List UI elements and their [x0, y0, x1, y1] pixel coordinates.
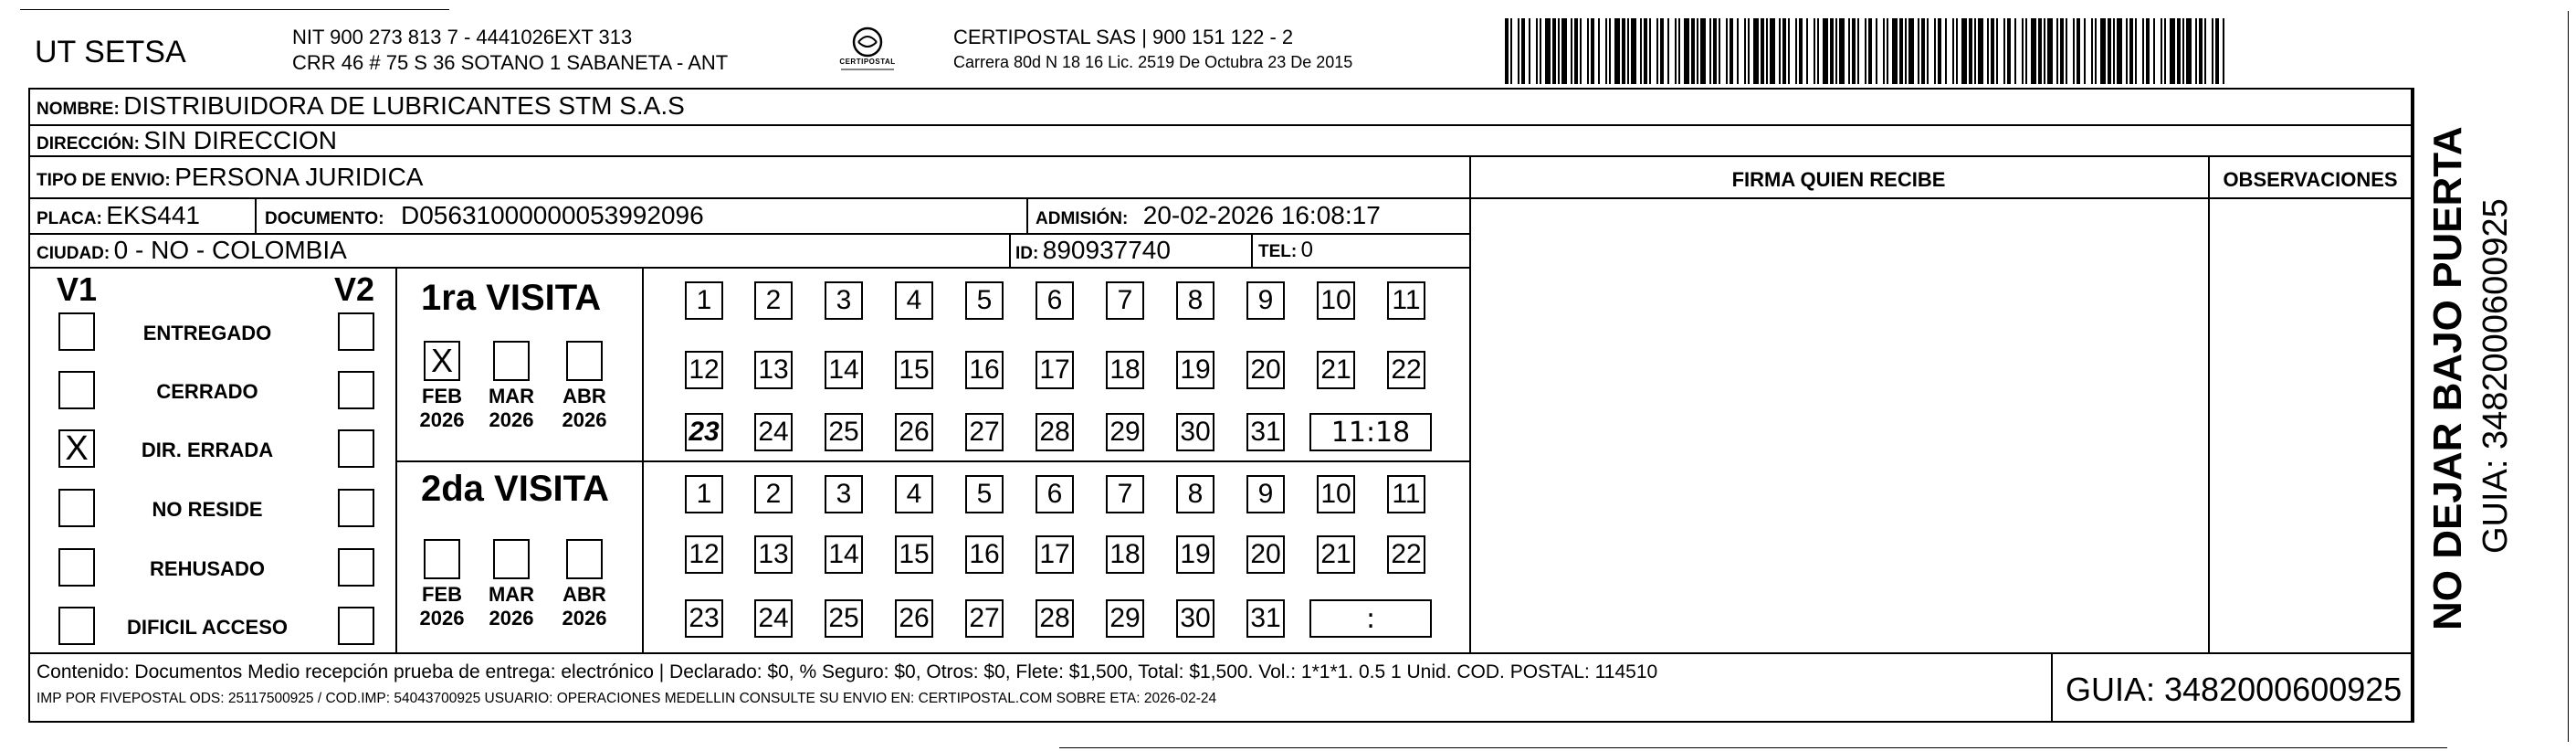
col-line	[1009, 233, 1011, 267]
col-line	[395, 267, 397, 652]
documento-value: D05631000000053992096	[401, 201, 704, 229]
visita1-day-number: 9	[1257, 285, 1274, 315]
row-line	[28, 124, 2413, 126]
visita2-day-number: 5	[976, 479, 993, 509]
admision-value: 20-02-2026 16:08:17	[1142, 201, 1381, 229]
visita1-day-number: 4	[906, 285, 922, 315]
ciudad-field	[37, 236, 347, 265]
v2-label: V2	[334, 270, 375, 308]
visita2-month-label: MAR	[488, 583, 535, 606]
tipo-envio-value: PERSONA JURIDICA	[174, 163, 424, 191]
visita2-day-box[interactable]	[825, 599, 863, 638]
visita2-day-box[interactable]	[1106, 475, 1144, 513]
visita2-day-number: 21	[1320, 539, 1351, 569]
nombre-value: DISTRIBUIDORA DE LUBRICANTES STM S.A.S	[123, 91, 685, 120]
visita1-day-box[interactable]	[1106, 351, 1144, 389]
visita1-day-number: 14	[828, 354, 859, 385]
direccion-field	[37, 126, 337, 155]
visita2-time-box[interactable]	[1309, 599, 1432, 638]
observaciones-label: OBSERVACIONES	[2223, 168, 2398, 191]
tipo-envio-field	[37, 163, 423, 192]
row-line	[28, 155, 2413, 157]
visita1-day-number: 6	[1046, 285, 1063, 315]
visita1-day-box[interactable]	[965, 413, 1004, 451]
visita2-day-box[interactable]	[1317, 535, 1355, 574]
visita2-day-box[interactable]	[895, 475, 933, 513]
visita2-month-checkbox[interactable]	[493, 539, 530, 579]
visita2-day-box[interactable]	[685, 475, 723, 513]
status-label: CERRADO	[156, 380, 258, 403]
documento-label: DOCUMENTO:	[265, 209, 384, 228]
scan-edge-bottom	[1059, 747, 2447, 748]
visita1-day-box[interactable]	[754, 351, 793, 389]
tel-field	[1258, 238, 1313, 263]
visita1-day-number: 30	[1180, 417, 1211, 447]
status-label: REHUSADO	[150, 557, 265, 580]
visita1-day-box[interactable]	[1036, 413, 1074, 451]
visita1-time-value: 11:18	[1330, 416, 1411, 449]
visita1-day-box[interactable]	[895, 281, 933, 320]
visita2-day-number: 14	[828, 539, 859, 569]
status-v2-checkbox[interactable]	[338, 371, 374, 409]
visita1-day-box[interactable]	[895, 413, 933, 451]
status-v2-checkbox[interactable]	[338, 312, 374, 351]
visita2-day-number: 10	[1320, 479, 1351, 509]
visita1-day-box[interactable]	[1176, 281, 1214, 320]
placa-field	[37, 201, 200, 230]
sender-name: UT SETSA	[35, 35, 186, 69]
firma-label: FIRMA QUIEN RECIBE	[1731, 168, 1946, 191]
visita2-day-box[interactable]	[1387, 535, 1425, 574]
visita2-day-number: 13	[758, 539, 789, 569]
visita1-day-number: 10	[1320, 285, 1351, 315]
visita2-day-number: 28	[1039, 603, 1070, 633]
visita1-month-label: FEB	[422, 385, 462, 407]
visita1-day-number: 25	[828, 417, 859, 447]
visita1-day-number: 2	[765, 285, 782, 315]
visita1-day-box[interactable]	[1106, 281, 1144, 320]
visita1-day-number: 22	[1391, 354, 1422, 385]
v1-label: V1	[57, 270, 98, 308]
ciudad-label: CIUDAD:	[37, 244, 110, 263]
visita1-day-number: 16	[969, 354, 1000, 385]
side-title: NO DEJAR BAJO PUERTA	[2425, 126, 2470, 630]
status-v1-checkbox[interactable]	[58, 607, 95, 645]
visita1-day-number: 19	[1180, 354, 1211, 385]
documento-field	[265, 201, 704, 230]
visita2-day-box[interactable]	[825, 475, 863, 513]
tipo-envio-label: TIPO DE ENVIO:	[37, 171, 171, 190]
col-line	[2208, 155, 2210, 652]
visita1-day-number: 28	[1039, 417, 1070, 447]
placa-value: EKS441	[106, 201, 200, 229]
visita2-day-box[interactable]	[965, 535, 1004, 574]
company-line-1: CERTIPOSTAL SAS | 900 151 122 - 2	[953, 26, 1294, 48]
col-line	[255, 197, 257, 233]
visita2-day-box[interactable]	[1176, 599, 1214, 638]
visita2-day-number: 22	[1391, 539, 1422, 569]
visita1-day-box[interactable]	[895, 351, 933, 389]
visita1-day-box[interactable]	[1246, 281, 1285, 320]
visita2-day-number: 15	[899, 539, 930, 569]
status-v2-checkbox[interactable]	[338, 489, 374, 527]
visita1-day-number: 5	[976, 285, 993, 315]
visita2-day-number: 26	[899, 603, 930, 633]
visita2-month-label: ABR	[563, 583, 606, 606]
visita1-day-number: 18	[1109, 354, 1141, 385]
visita2-day-number: 25	[828, 603, 859, 633]
visita1-day-number: 23	[689, 417, 720, 447]
tel-label: TEL:	[1258, 242, 1298, 261]
row-line	[28, 652, 2413, 654]
visita2-day-box[interactable]	[754, 475, 793, 513]
visita1-day-number: 31	[1250, 417, 1281, 447]
visita1-time-box[interactable]	[1309, 413, 1432, 451]
visita1-day-number: 29	[1109, 417, 1141, 447]
visita2-day-number: 29	[1109, 603, 1141, 633]
visita2-day-box[interactable]	[1036, 599, 1074, 638]
visita1-month-checkbox[interactable]	[566, 341, 603, 381]
visita1-day-number: 17	[1039, 354, 1070, 385]
visita2-day-box[interactable]	[685, 599, 723, 638]
status-v1-checkbox[interactable]	[58, 312, 95, 351]
status-label: DIFICIL ACCESO	[126, 616, 288, 639]
visita1-day-box[interactable]	[1317, 281, 1355, 320]
direccion-label: DIRECCIÓN:	[37, 134, 140, 153]
visita1-day-box[interactable]	[825, 413, 863, 451]
status-label: ENTREGADO	[142, 322, 272, 344]
visita2-day-number: 17	[1039, 539, 1070, 569]
direccion-value: SIN DIRECCION	[143, 126, 337, 154]
col-line	[2051, 652, 2053, 723]
certipostal-logo-text: CERTIPOSTAL	[839, 58, 896, 66]
visita2-day-number: 27	[969, 603, 1000, 633]
visita2-day-number: 4	[906, 479, 922, 509]
placa-label: PLACA:	[37, 209, 102, 228]
visita2-day-number: 3	[836, 479, 852, 509]
visita1-day-number: 11	[1392, 285, 1421, 315]
visita1-day-box[interactable]	[1036, 281, 1074, 320]
visita2-day-number: 2	[765, 479, 782, 509]
visita2-day-box[interactable]	[1176, 475, 1214, 513]
footer-guia: GUIA: 3482000600925	[2066, 671, 2403, 708]
ciudad-value: 0 - NO - COLOMBIA	[113, 236, 347, 264]
visita1-day-box[interactable]	[685, 281, 723, 320]
footer-line-1: Contenido: Documentos Medio recepción prueba de entrega: electrónico | Declarado: $0, % Seguro: $0, Otros: $0, Flete: $1,500, Total: $1,500. Vol.: 1*1*1. 0.5 1 Unid. COD. POSTAL: 114510	[37, 661, 1658, 682]
certipostal-logo	[836, 24, 899, 75]
visita2-day-box[interactable]	[895, 599, 933, 638]
visita1-day-box[interactable]	[1176, 413, 1214, 451]
visita1-day-number: 13	[758, 354, 789, 385]
visita1-day-box[interactable]	[685, 351, 723, 389]
status-v2-checkbox[interactable]	[338, 548, 374, 587]
visita2-day-box[interactable]	[1246, 599, 1285, 638]
admision-field	[1036, 201, 1381, 230]
visita2-day-box[interactable]	[825, 535, 863, 574]
visita1-day-box[interactable]	[1246, 413, 1285, 451]
sender-address: CRR 46 # 75 S 36 SOTANO 1 SABANETA - ANT	[292, 51, 729, 74]
visita2-day-box[interactable]	[895, 535, 933, 574]
visita1-day-box[interactable]	[754, 281, 793, 320]
visita2-day-number: 24	[758, 603, 789, 633]
scan-edge-top	[20, 9, 449, 10]
footer-line-2: IMP POR FIVEPOSTAL ODS: 25117500925 / COD.IMP: 54043700925 USUARIO: OPERACIONES MEDELLIN CONSULTE SU ENVIO EN: CERTIPOSTAL.COM SOBRE ETA: 2026-02-24	[37, 691, 1217, 706]
visita2-day-box[interactable]	[1317, 475, 1355, 513]
visita2-day-number: 8	[1187, 479, 1204, 509]
visita1-month-checkbox[interactable]	[493, 341, 530, 381]
visita1-day-number: 12	[689, 354, 720, 385]
col-line	[642, 267, 644, 652]
col-line	[2413, 88, 2414, 723]
visita1-month-checkbox[interactable]: X	[424, 341, 460, 381]
visita2-day-number: 20	[1250, 539, 1281, 569]
barcode	[1505, 18, 2226, 84]
visita1-day-number: 24	[758, 417, 789, 447]
id-field	[1015, 236, 1171, 265]
visita1-day-box[interactable]	[1246, 351, 1285, 389]
visita2-day-box[interactable]	[965, 599, 1004, 638]
visita2-day-number: 23	[689, 603, 720, 633]
visita2-day-number: 1	[696, 479, 712, 509]
row-line	[28, 267, 1469, 269]
visita2-day-box[interactable]	[1246, 535, 1285, 574]
visita1-day-box[interactable]	[825, 351, 863, 389]
visita1-day-number: 15	[899, 354, 930, 385]
visita1-month-label: ABR	[563, 385, 606, 407]
nombre-field	[37, 91, 685, 121]
nombre-label: NOMBRE:	[37, 100, 120, 119]
sender-nit: NIT 900 273 813 7 - 4441026EXT 313	[292, 26, 633, 48]
visita1-day-box[interactable]	[825, 281, 863, 320]
visita1-day-number: 8	[1187, 285, 1204, 315]
visita2-day-box[interactable]	[1036, 475, 1074, 513]
row-line	[395, 460, 1469, 462]
admision-label: ADMISIÓN:	[1036, 209, 1129, 228]
status-v1-checkbox[interactable]	[58, 489, 95, 527]
visita2-day-number: 9	[1257, 479, 1274, 509]
visita2-month-year: 2026	[489, 607, 534, 629]
visita1-month-year: 2026	[489, 408, 534, 431]
visita2-month-label: FEB	[422, 583, 462, 606]
visita2-day-box[interactable]	[1246, 475, 1285, 513]
row-line	[1469, 197, 2413, 199]
visita2-day-number: 18	[1109, 539, 1141, 569]
visita1-day-number: 1	[696, 285, 712, 315]
visita2-day-number: 30	[1180, 603, 1211, 633]
visita2-day-box[interactable]	[754, 535, 793, 574]
visita1-day-box[interactable]	[1036, 351, 1074, 389]
status-v2-checkbox[interactable]	[338, 607, 374, 645]
visita1-day-box[interactable]	[965, 281, 1004, 320]
col-line	[1251, 233, 1253, 267]
visita2-day-box[interactable]	[1176, 535, 1214, 574]
id-value: 890937740	[1042, 236, 1171, 264]
visita2-day-box[interactable]	[1387, 475, 1425, 513]
visita2-day-number: 31	[1250, 603, 1281, 633]
company-line-2: Carrera 80d N 18 16 Lic. 2519 De Octubra 23 De 2015	[953, 53, 1353, 71]
status-label: NO RESIDE	[152, 498, 263, 521]
visita2-title: 2da VISITA	[421, 469, 609, 509]
status-v2-checkbox[interactable]	[338, 429, 374, 468]
visita2-month-year: 2026	[562, 607, 607, 629]
side-guia: GUIA: 3482000600925	[2476, 198, 2515, 554]
visita2-day-box[interactable]	[754, 599, 793, 638]
visita1-day-box[interactable]	[1387, 351, 1425, 389]
visita1-day-box[interactable]	[754, 413, 793, 451]
visita2-day-box[interactable]	[1106, 599, 1144, 638]
visita2-day-box[interactable]	[1106, 535, 1144, 574]
visita1-title: 1ra VISITA	[421, 278, 602, 318]
visita1-day-number: 27	[969, 417, 1000, 447]
visita2-time-value: :	[1365, 602, 1376, 635]
visita2-day-number: 12	[689, 539, 720, 569]
visita2-day-number: 7	[1117, 479, 1133, 509]
visita2-day-box[interactable]	[1036, 535, 1074, 574]
visita1-day-box[interactable]	[965, 351, 1004, 389]
visita1-day-box[interactable]	[1317, 351, 1355, 389]
visita2-month-checkbox[interactable]	[424, 539, 460, 579]
visita2-day-box[interactable]	[685, 535, 723, 574]
id-label: ID:	[1015, 244, 1039, 263]
visita2-day-number: 11	[1392, 479, 1421, 509]
visita1-day-number: 20	[1250, 354, 1281, 385]
scan-edge-right	[2568, 11, 2569, 742]
visita2-day-number: 6	[1046, 479, 1063, 509]
visita1-day-box[interactable]	[1176, 351, 1214, 389]
col-line	[1469, 155, 1471, 652]
visita2-day-number: 16	[969, 539, 1000, 569]
visita2-month-checkbox[interactable]	[566, 539, 603, 579]
visita1-day-box[interactable]	[1387, 281, 1425, 320]
visita2-month-year: 2026	[419, 607, 465, 629]
visita1-day-box[interactable]	[1106, 413, 1144, 451]
visita1-month-label: MAR	[488, 385, 535, 407]
visita1-day-number: 7	[1117, 285, 1133, 315]
status-v1-checkbox[interactable]: X	[58, 429, 95, 468]
row-line	[28, 233, 1469, 235]
status-v1-checkbox[interactable]	[58, 371, 95, 409]
visita2-day-box[interactable]	[965, 475, 1004, 513]
status-v1-checkbox[interactable]	[58, 548, 95, 587]
visita2-day-number: 19	[1180, 539, 1211, 569]
col-line	[1026, 197, 1028, 233]
visita1-month-year: 2026	[562, 408, 607, 431]
tel-value: 0	[1300, 238, 1314, 262]
visita1-month-year: 2026	[419, 408, 465, 431]
status-label: DIR. ERRADA	[141, 439, 274, 461]
visita1-day-number: 21	[1320, 354, 1351, 385]
visita1-day-number: 3	[836, 285, 852, 315]
visita1-day-box[interactable]	[685, 413, 723, 451]
visita1-day-number: 26	[899, 417, 930, 447]
